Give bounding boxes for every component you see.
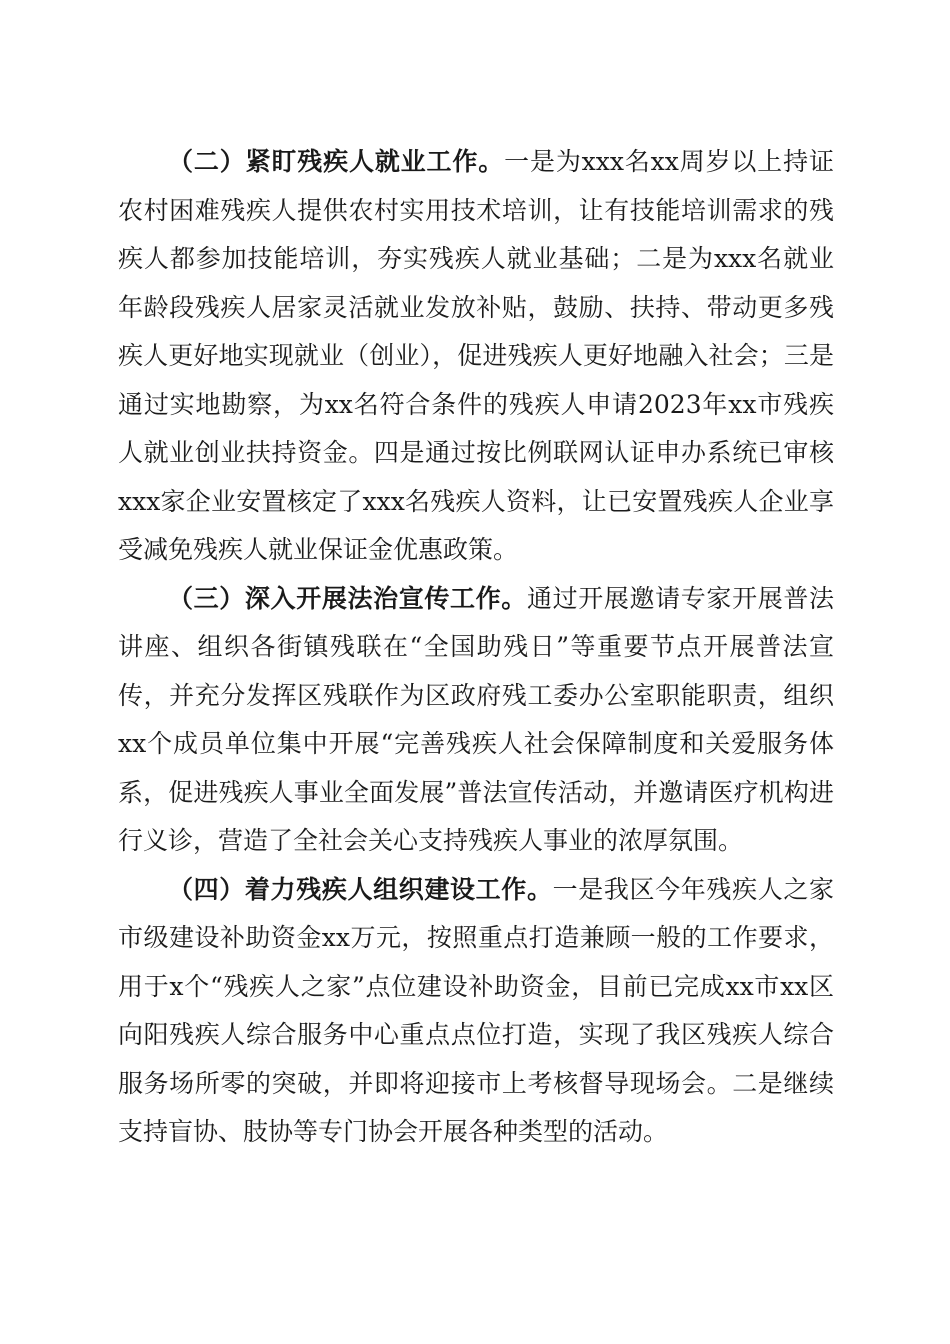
section-heading-organization: （四）着力残疾人组织建设工作。 [168, 874, 553, 904]
section-text-employment: 一是为xxx名xx周岁以上持证农村困难残疾人提供农村实用技术培训，让有技能培训需求的残疾人都参加技能培训，夯实残疾人就业基础；二是为xxx名就业年龄段残疾人居家灵活就业发放补贴，鼓励、扶持、带动更多残疾人更好地实现就业（创业），促进残疾人更好地融入社会；三是通过实地勘察，为xx名符合条件的残疾人申请2023年xx市残疾人就业创业扶持资金。四是通过按比例联网认证申办系统已审核xxx家企业安置核定了xxx名残疾人资料，让已安置残疾人企业享受减免残疾人就业保证金优惠政策。 [118, 147, 834, 564]
section-heading-legal-publicity: （三）深入开展法治宣传工作。 [168, 583, 527, 613]
section-text-organization: 一是我区今年残疾人之家市级建设补助资金xx万元，按照重点打造兼顾一般的工作要求，用于x个“残疾人之家”点位建设补助资金，目前已完成xx市xx区向阳残疾人综合服务中心重点点位打造，实现了我区残疾人综合服务场所零的突破，并即将迎接市上考核督导现场会。二是继续支持盲协、肢协等专门协会开展各种类型的活动。 [118, 874, 834, 1146]
paragraph-organization [118, 866, 834, 1157]
document-body [118, 138, 834, 1157]
section-heading-employment: （二）紧盯残疾人就业工作。 [168, 147, 505, 176]
section-text-legal-publicity: 通过开展邀请专家开展普法讲座、组织各街镇残联在“全国助残日”等重要节点开展普法宣传，并充分发挥区残联作为区政府残工委办公室职能职责，组织xx个成员单位集中开展“完善残疾人社会保障制度和关爱服务体系，促进残疾人事业全面发展”普法宣传活动，并邀请医疗机构进行义诊，营造了全社会关心支持残疾人事业的浓厚氛围。 [118, 583, 834, 855]
paragraph-legal-publicity [118, 575, 834, 866]
paragraph-employment [118, 138, 834, 575]
